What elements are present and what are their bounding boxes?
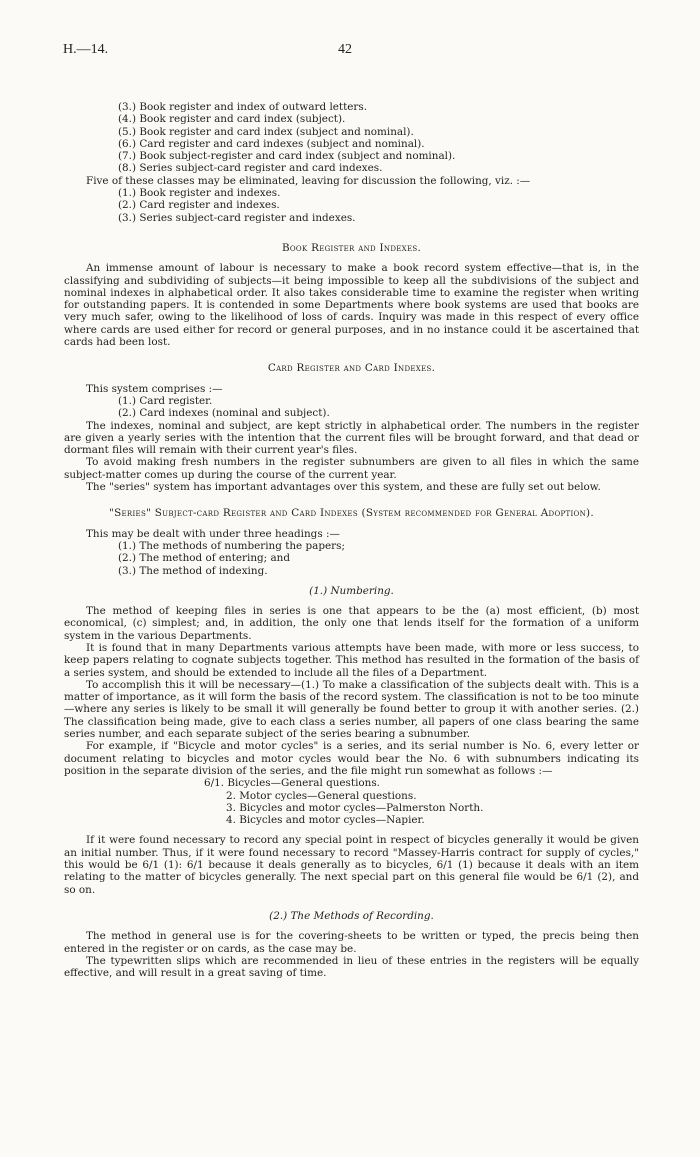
card-paragraph-2: To avoid making fresh numbers in the register subnumbers are given to all files in which the same subject-matter comes up during the course of the current year. <box>64 456 639 481</box>
example-item: 6/1. Bicycles—General questions. <box>204 777 380 790</box>
recording-paragraph-2: The typewritten slips which are recommended in lieu of these entries in the registers will be equally effective, and will result in a great saving of time. <box>64 954 639 980</box>
list-item: (2.) Card indexes (nominal and subject). <box>118 407 330 420</box>
series-intro: This may be dealt with under three headings :— <box>86 527 340 540</box>
example-item: 2. Motor cycles—General questions. <box>226 789 417 802</box>
page-number: 42 <box>338 42 352 57</box>
section-heading-book: Book Register and Indexes. <box>281 241 422 254</box>
section-heading-series: "Series" Subject-card Register and Card Indexes (System recommended for General Adoption). <box>109 507 594 520</box>
card-paragraph-1: The indexes, nominal and subject, are kept strictly in alphabetical order. The numbers in the register are given a yearly series with the intention that the current files will be brought forward, and that dead or dormant files will remain with their current year's files. <box>64 419 639 457</box>
numbering-paragraph-1: The method of keeping files in series is one that appears to be the (a) most efficient, (b) most economical, (c) simplest; and, in addition, the only one that lends itself for the formation of a uniform system in the various Departments. <box>64 605 639 642</box>
list-item: (1.) The methods of numbering the papers; <box>118 539 345 552</box>
example-list <box>64 777 639 826</box>
list-item: (1.) Card register. <box>118 394 213 407</box>
list-item: (6.) Card register and card indexes (subject and nominal). <box>118 137 425 150</box>
numbering-paragraph-3: To accomplish this it will be necessary—(1.) To make a classification of the subjects dealt with. This is a matter of importance, as it will form the basis of the record system. The classification is not to be too minute—where any series is likely to be small it will generally be found better to group it with another series. (2.) The classification being made, give to each class a series number, all papers of one class bearing the same series number, and each separate subject of the series bearing a subnumber. <box>64 678 639 741</box>
recording-paragraph-1: The method in general use is for the covering-sheets to be written or typed, the precis being then entered in the register or on cards, as the case may be. <box>64 930 639 955</box>
card-list <box>64 395 639 420</box>
series-list <box>64 540 639 577</box>
top-list <box>64 101 639 175</box>
list-item: (5.) Book register and card index (subject and nominal). <box>118 125 414 138</box>
five-classes-line: Five of these classes may be eliminated, leaving for discussion the following, viz. :— <box>86 174 531 187</box>
recording-heading: (2.) The Methods of Recording. <box>269 909 434 922</box>
remaining-list <box>64 187 639 224</box>
list-item: (2.) The method of entering; and <box>118 552 291 565</box>
list-item: (8.) Series subject-card register and card indexes. <box>118 162 383 175</box>
section-heading-card: Card Register and Card Indexes. <box>267 362 436 375</box>
list-item: (3.) Book register and index of outward letters. <box>118 101 368 113</box>
list-item: (1.) Book register and indexes. <box>118 187 281 200</box>
example-item: 4. Bicycles and motor cycles—Napier. <box>226 814 425 827</box>
list-item: (4.) Book register and card index (subject). <box>118 113 346 126</box>
numbering-paragraph-4: For example, if "Bicycle and motor cycles" is a series, and its serial number is No. 6, every letter or document relating to bicycles and motor cycles would bear the No. 6 with subnumbers indicating its position in the separate division of the series, and the file might run somewhat as follows :— <box>64 740 639 777</box>
list-item: (3.) Series subject-card register and indexes. <box>118 211 356 224</box>
card-intro: This system comprises :— <box>86 382 223 395</box>
list-item: (3.) The method of indexing. <box>118 564 268 577</box>
card-paragraph-3: The "series" system has important advantages over this system, and these are fully set out below. <box>86 481 601 494</box>
book-paragraph: An immense amount of labour is necessary to make a book record system effective—that is, in the classifying and subdividing of subjects—it being impossible to keep all the subdivisions of the subject and nominal indexes in alphabetical order. It also takes considerable time to examine the register when writing for outstanding papers. It is contended in some Departments where book systems are used that books are very much safer, owing to the likelihood of loss of cards. Inquiry was made in this respect of every office where cards are used either for record or general purposes, and in no instance could it be ascertained that cards had been lost. <box>64 262 639 349</box>
list-item: (2.) Card register and indexes. <box>118 199 280 212</box>
numbering-paragraph-5: If it were found necessary to record any special point in respect of bicycles generally it would be given an initial number. Thus, if it were found necessary to record "Massey-Harris contract for supply of cycles," this would be 6/1 (1): 6/1 because it deals generally as to bicycles, 6/1 (1) because it deals with an item relating to the matter of bicycles generally. The next special part on this general file would be 6/1 (2), and so on. <box>64 834 639 896</box>
numbering-paragraph-2: It is found that in many Departments various attempts have been made, with more or less success, to keep papers relating to cognate subjects together. This method has resulted in the formation of the basis of a series system, and should be extended to include all the files of a Department. <box>64 641 639 679</box>
list-item: (7.) Book subject-register and card index (subject and nominal). <box>118 150 456 163</box>
page-body <box>64 101 639 979</box>
example-item: 3. Bicycles and motor cycles—Palmerston North. <box>226 801 484 814</box>
report-reference: H.—14. <box>63 42 109 57</box>
numbering-heading: (1.) Numbering. <box>309 584 394 597</box>
